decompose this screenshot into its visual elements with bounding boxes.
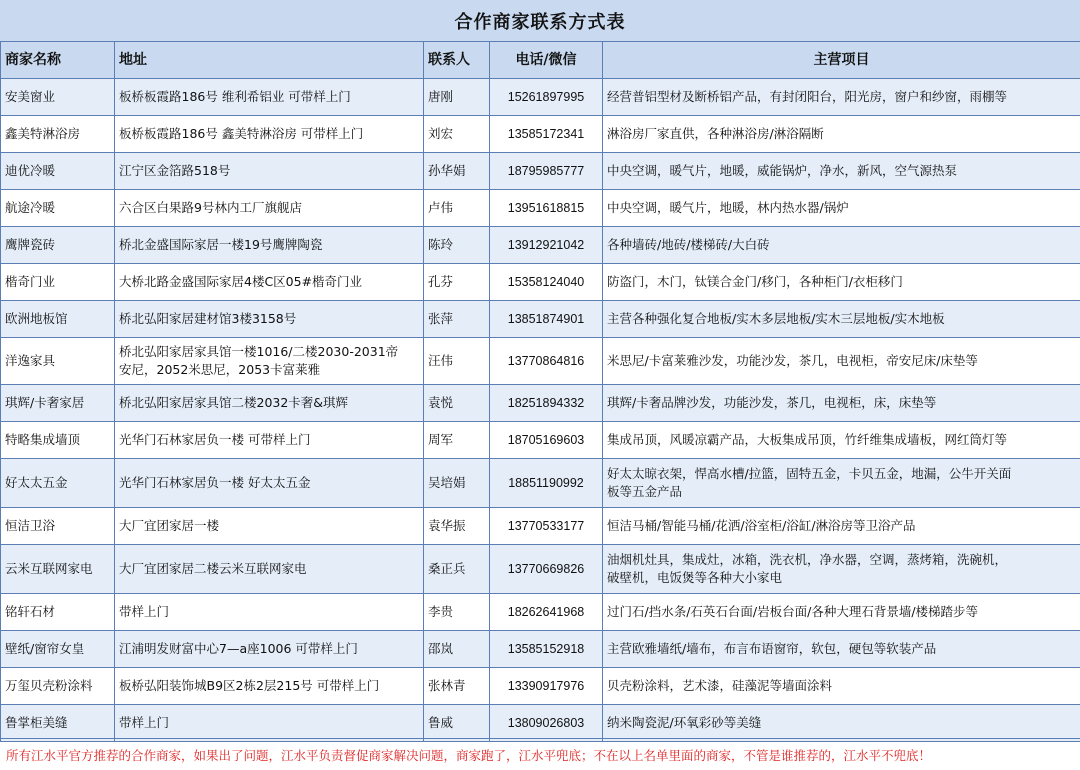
table-row	[1, 668, 1080, 705]
merchant-name-cell: 琪辉/卡奢家居	[1, 385, 115, 422]
business-cell: 淋浴房厂家直供，各种淋浴房/淋浴隔断	[603, 116, 1080, 153]
business-cell: 油烟机灶具，集成灶，冰箱，洗衣机，净水器，空调，蒸烤箱，洗碗机， 破壁机，电饭煲等各种大小家电	[603, 545, 1080, 594]
business-cell: 纳米陶瓷泥/环氧彩砂等美缝	[603, 705, 1080, 742]
contact-cell: 李贵	[424, 594, 490, 631]
phone-cell: 13390917976	[490, 668, 603, 705]
table-row	[1, 594, 1080, 631]
table-row	[1, 631, 1080, 668]
business-cell: 防盗门，木门，钛镁合金门/移门，各种柜门/衣柜移门	[603, 264, 1080, 301]
table-row	[1, 338, 1080, 385]
table-row	[1, 545, 1080, 594]
table-row	[1, 79, 1080, 116]
business-cell: 恒洁马桶/智能马桶/花洒/浴室柜/浴缸/淋浴房等卫浴产品	[603, 508, 1080, 545]
phone-cell: 13770864816	[490, 338, 603, 385]
merchant-table	[0, 41, 1080, 742]
phone-cell: 18795985777	[490, 153, 603, 190]
business-cell: 经营普铝型材及断桥铝产品，有封闭阳台，阳光房，窗户和纱窗，雨棚等	[603, 79, 1080, 116]
header-business: 主营项目	[603, 42, 1080, 79]
phone-cell: 15261897995	[490, 79, 603, 116]
merchant-name-cell: 鹰牌瓷砖	[1, 227, 115, 264]
contact-cell: 唐刚	[424, 79, 490, 116]
address-cell: 板桥弘阳装饰城B9区2栋2层215号 可带样上门	[115, 668, 424, 705]
contact-cell: 桑正兵	[424, 545, 490, 594]
contact-cell: 孙华娟	[424, 153, 490, 190]
table-row	[1, 705, 1080, 742]
table-row	[1, 459, 1080, 508]
merchant-name-cell: 万玺贝壳粉涂料	[1, 668, 115, 705]
contact-cell: 卢伟	[424, 190, 490, 227]
contact-cell: 鲁威	[424, 705, 490, 742]
business-cell: 中央空调，暖气片，地暖，林内热水器/锅炉	[603, 190, 1080, 227]
contact-cell: 周军	[424, 422, 490, 459]
address-cell: 大厂宜团家居二楼云米互联网家电	[115, 545, 424, 594]
header-contact: 联系人	[424, 42, 490, 79]
table-row	[1, 422, 1080, 459]
merchant-name-cell: 迪优冷暖	[1, 153, 115, 190]
merchant-name-cell: 洋逸家具	[1, 338, 115, 385]
contact-cell: 袁华振	[424, 508, 490, 545]
address-cell: 大厂宜团家居一楼	[115, 508, 424, 545]
contact-cell: 吴培娟	[424, 459, 490, 508]
contact-cell: 陈玲	[424, 227, 490, 264]
phone-cell: 18705169603	[490, 422, 603, 459]
merchant-name-cell: 航途冷暖	[1, 190, 115, 227]
contact-cell: 袁悦	[424, 385, 490, 422]
address-cell: 板桥板霞路186号 鑫美特淋浴房 可带样上门	[115, 116, 424, 153]
address-cell: 桥北弘阳家居家具馆一楼1016/二楼2030-2031帝 安尼，2052米思尼，2053卡富莱雅	[115, 338, 424, 385]
address-cell: 桥北金盛国际家居一楼19号鹰牌陶瓷	[115, 227, 424, 264]
phone-cell: 13585172341	[490, 116, 603, 153]
phone-cell: 18851190992	[490, 459, 603, 508]
address-cell: 板桥板霞路186号 维利希铝业 可带样上门	[115, 79, 424, 116]
merchant-name-cell: 鲁掌柜美缝	[1, 705, 115, 742]
contact-cell: 邵岚	[424, 631, 490, 668]
header-phone: 电话/微信	[490, 42, 603, 79]
table-row	[1, 190, 1080, 227]
contact-cell: 刘宏	[424, 116, 490, 153]
phone-cell: 18262641968	[490, 594, 603, 631]
business-cell: 主营各种强化复合地板/实木多层地板/实木三层地板/实木地板	[603, 301, 1080, 338]
business-cell: 主营欧雅墙纸/墙布，布言布语窗帘，软包，硬包等软装产品	[603, 631, 1080, 668]
address-cell: 六合区白果路9号林内工厂旗舰店	[115, 190, 424, 227]
merchant-name-cell: 恒洁卫浴	[1, 508, 115, 545]
header-name: 商家名称	[1, 42, 115, 79]
table-row	[1, 153, 1080, 190]
contact-cell: 张林青	[424, 668, 490, 705]
business-cell: 集成吊顶，风暖凉霸产品，大板集成吊顶，竹纤维集成墙板，网红筒灯等	[603, 422, 1080, 459]
table-header-row	[1, 42, 1080, 79]
business-cell: 中央空调，暖气片，地暖，威能锅炉，净水，新风，空气源热泵	[603, 153, 1080, 190]
contact-cell: 孔芬	[424, 264, 490, 301]
phone-cell: 13951618815	[490, 190, 603, 227]
phone-cell: 13912921042	[490, 227, 603, 264]
table-body	[1, 79, 1080, 742]
address-cell: 桥北弘阳家居建材馆3楼3158号	[115, 301, 424, 338]
phone-cell: 13770669826	[490, 545, 603, 594]
business-cell: 好太太晾衣架，悍高水槽/拉篮，固特五金，卡贝五金，地漏，公牛开关面 板等五金产品	[603, 459, 1080, 508]
address-cell: 带样上门	[115, 705, 424, 742]
business-cell: 米思尼/卡富莱雅沙发，功能沙发，茶几，电视柜，帝安尼床/床垫等	[603, 338, 1080, 385]
merchant-name-cell: 欧洲地板馆	[1, 301, 115, 338]
disclaimer-note: 所有江水平官方推荐的合作商家，如果出了问题，江水平负责督促商家解决问题，商家跑了，江水平兜底；不在以上名单里面的商家，不管是谁推荐的，江水平不兜底！	[0, 738, 1080, 770]
address-cell: 光华门石林家居负一楼 可带样上门	[115, 422, 424, 459]
sheet-title: 合作商家联系方式表	[0, 0, 1080, 42]
merchant-name-cell: 壁纸/窗帘女皇	[1, 631, 115, 668]
address-cell: 大桥北路金盛国际家居4楼C区05#楷奇门业	[115, 264, 424, 301]
address-cell: 带样上门	[115, 594, 424, 631]
phone-cell: 13585152918	[490, 631, 603, 668]
table-row	[1, 227, 1080, 264]
merchant-name-cell: 好太太五金	[1, 459, 115, 508]
phone-cell: 15358124040	[490, 264, 603, 301]
header-address: 地址	[115, 42, 424, 79]
address-cell: 江宁区金箔路518号	[115, 153, 424, 190]
table-row	[1, 116, 1080, 153]
address-cell: 光华门石林家居负一楼 好太太五金	[115, 459, 424, 508]
merchant-name-cell: 特略集成墙顶	[1, 422, 115, 459]
address-cell: 桥北弘阳家居家具馆二楼2032卡奢&琪辉	[115, 385, 424, 422]
address-cell: 江浦明发财富中心7—a座1006 可带样上门	[115, 631, 424, 668]
table-row	[1, 264, 1080, 301]
merchant-name-cell: 云米互联网家电	[1, 545, 115, 594]
phone-cell: 13809026803	[490, 705, 603, 742]
merchant-name-cell: 楷奇门业	[1, 264, 115, 301]
business-cell: 过门石/挡水条/石英石台面/岩板台面/各种大理石背景墙/楼梯踏步等	[603, 594, 1080, 631]
contact-cell: 汪伟	[424, 338, 490, 385]
table-row	[1, 508, 1080, 545]
merchant-name-cell: 鑫美特淋浴房	[1, 116, 115, 153]
business-cell: 琪辉/卡奢品牌沙发，功能沙发，茶几，电视柜，床，床垫等	[603, 385, 1080, 422]
merchant-name-cell: 安美窗业	[1, 79, 115, 116]
phone-cell: 13770533177	[490, 508, 603, 545]
merchant-name-cell: 铭轩石材	[1, 594, 115, 631]
business-cell: 各种墙砖/地砖/楼梯砖/大白砖	[603, 227, 1080, 264]
table-row	[1, 385, 1080, 422]
table-row	[1, 301, 1080, 338]
phone-cell: 18251894332	[490, 385, 603, 422]
phone-cell: 13851874901	[490, 301, 603, 338]
contact-cell: 张萍	[424, 301, 490, 338]
business-cell: 贝壳粉涂料，艺术漆，硅藻泥等墙面涂料	[603, 668, 1080, 705]
